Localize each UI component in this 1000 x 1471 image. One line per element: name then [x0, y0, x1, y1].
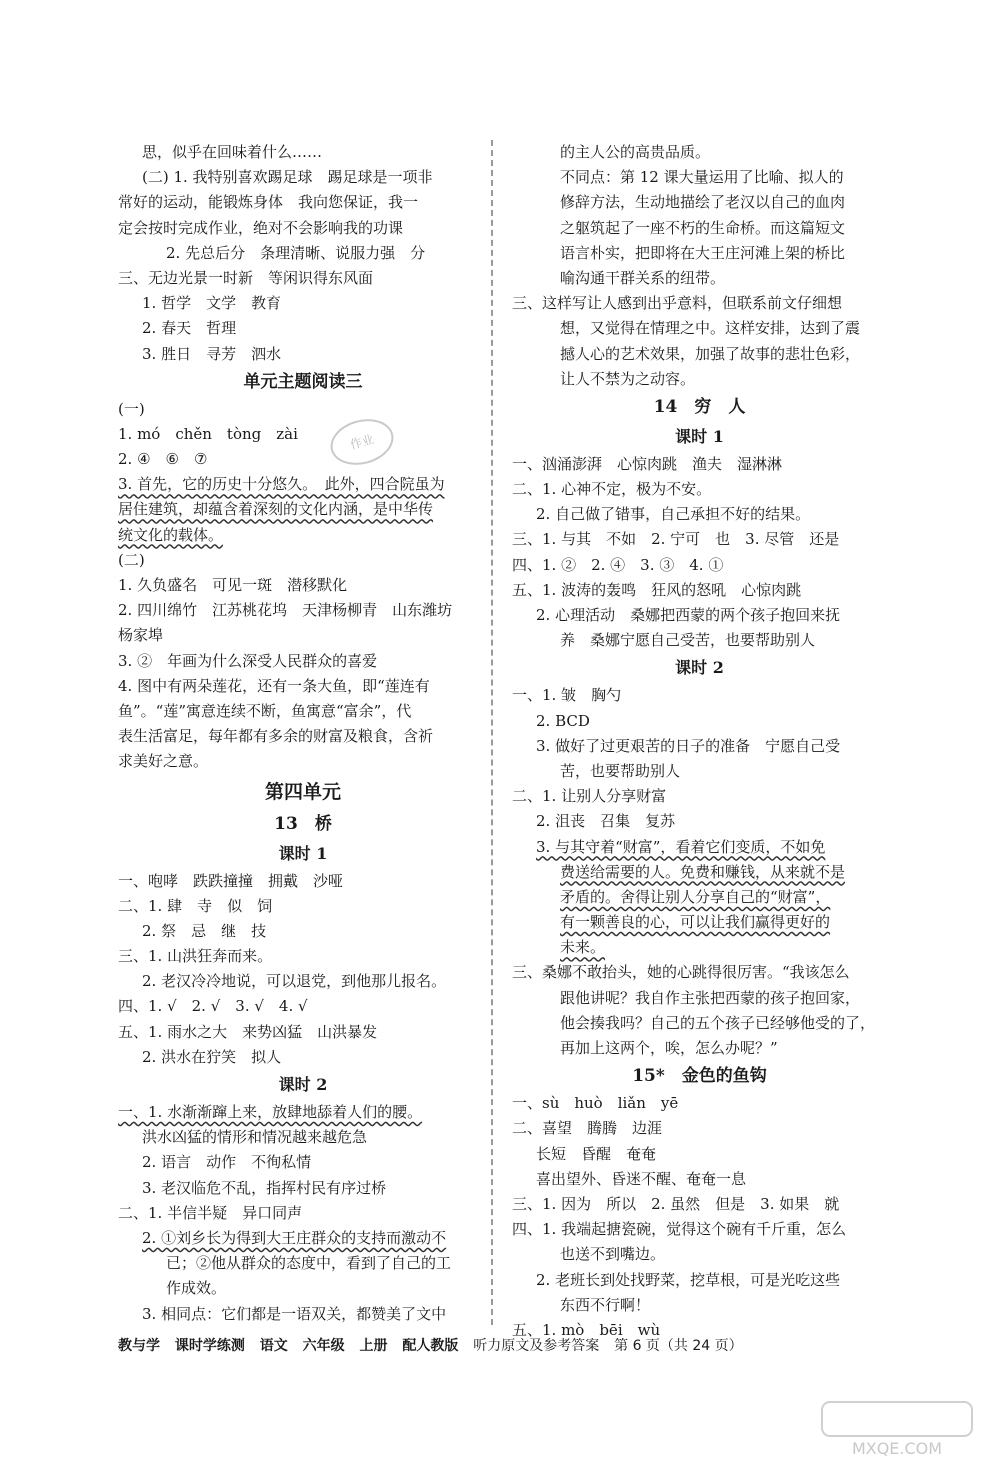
- answer-line: [118, 291, 488, 316]
- answer-text: (一): [118, 399, 145, 418]
- answer-line: [118, 944, 488, 969]
- answer-text: 3. 做好了过更艰苦的日子的准备 宁愿自己受: [536, 736, 841, 755]
- answer-text: 课时 1: [278, 843, 328, 863]
- answer-line: [118, 869, 488, 894]
- footer-volume: 上册: [359, 1338, 388, 1354]
- answer-text: 他会揍我吗？自己的五个孩子已经够他受的了，: [560, 1013, 876, 1032]
- answer-text: 2. 祭 忌 继 技: [142, 921, 267, 940]
- answer-line: [118, 969, 488, 994]
- answer-line: [118, 447, 488, 472]
- section-heading: [118, 809, 488, 839]
- answer-text: 喜出望外、昏迷不醒、奄奄一息: [536, 1169, 747, 1188]
- answer-text: 2. 先总后分 条理清晰、说服力强 分: [166, 243, 426, 262]
- answer-text: 一、咆哮 跌跌撞撞 拥戴 沙哑: [118, 871, 344, 890]
- answer-text: 一、sù huò liǎn yē: [512, 1094, 679, 1113]
- answer-text: 单元主题阅读三: [243, 371, 363, 392]
- answer-text: 3. 相同点：它们都是一语双关，都赞美了文中: [142, 1304, 447, 1323]
- answer-line: [118, 165, 488, 190]
- answer-text: 养 桑娜宁愿自己受苦，也要帮助别人: [560, 631, 816, 650]
- answer-text: 再加上这两个，唉，怎么办呢？”: [560, 1039, 778, 1057]
- answer-text: 长短 昏醒 奄奄: [536, 1144, 657, 1163]
- section-heading: [118, 367, 488, 397]
- answer-text: 课时 2: [675, 658, 724, 678]
- answer-text: 五、1. 雨水之大 来势凶猛 山洪暴发: [118, 1022, 378, 1041]
- answer-text: 二、1. 心神不定，极为不安。: [512, 480, 712, 499]
- section-heading: [512, 392, 887, 422]
- answer-line: [512, 1142, 887, 1167]
- answer-line: [512, 1036, 887, 1061]
- answer-line: [512, 367, 887, 392]
- answer-text: 的主人公的高贵品质。: [560, 143, 711, 161]
- answer-line: [118, 649, 488, 674]
- footer-section: 听力原文及参考答案: [473, 1338, 600, 1354]
- answer-text: 一、汹涌澎湃 心惊肉跳 渔夫 湿淋淋: [512, 454, 783, 473]
- answer-line: [118, 724, 488, 749]
- footer-page-number: 第 6 页（共 24 页）: [614, 1338, 743, 1354]
- watermark-logo: [820, 1400, 980, 1460]
- answer-line: [512, 683, 887, 708]
- answer-line: [512, 835, 887, 860]
- answer-line: [512, 759, 887, 784]
- answer-line: [118, 1020, 488, 1045]
- answer-text: 想，又觉得在情理之中。这样安排，达到了震: [560, 319, 861, 338]
- answer-line: [512, 216, 887, 241]
- answer-line: [118, 216, 488, 241]
- answer-text: 五、1. mò bēi wù: [512, 1320, 661, 1339]
- answer-text: 洪水凶猛的情形和情况越来越危急: [142, 1128, 368, 1147]
- answer-line: [512, 1268, 887, 1293]
- answer-line: [118, 1150, 488, 1175]
- answer-line: [118, 342, 488, 367]
- answer-line: [512, 502, 887, 527]
- answer-line: [118, 994, 488, 1019]
- answer-line: [512, 1011, 887, 1036]
- section-heading: [512, 653, 887, 683]
- answer-line: [512, 784, 887, 809]
- answer-text: 15* 金色的鱼钩: [632, 1066, 767, 1087]
- answer-line: [512, 986, 887, 1011]
- answer-line: [118, 266, 488, 291]
- answer-line: [118, 1100, 488, 1125]
- answer-line: [118, 699, 488, 724]
- answer-text: 三、桑娜不敢抬头，她的心跳得很厉害。“我该怎么: [512, 963, 850, 982]
- answer-line: [118, 190, 488, 215]
- answer-line: [512, 809, 887, 834]
- watermark-stamp: 作业: [325, 412, 398, 471]
- answer-line: [512, 266, 887, 291]
- answer-text: 统文化的载体。: [118, 525, 224, 544]
- answer-line: [118, 397, 488, 422]
- answer-text: 之躯筑起了一座不朽的生命桥。而这篇短文: [560, 218, 846, 237]
- answer-text: 3. 老汉临危不乱，指挥村民有序过桥: [142, 1178, 387, 1197]
- answer-line: [118, 1226, 488, 1251]
- answer-text: 1. 哲学 文学 教育: [142, 294, 282, 313]
- answer-text: 矛盾的。舍得让别人分享自己的“财富”，: [560, 887, 831, 906]
- answer-line: [512, 316, 887, 341]
- answer-line: [512, 960, 887, 985]
- answer-line: [118, 623, 488, 648]
- answer-line: [118, 919, 488, 944]
- answer-line: [512, 628, 887, 653]
- answer-text: 二、喜望 腾腾 边涯: [512, 1119, 663, 1138]
- footer-grade: 六年级: [302, 1338, 345, 1354]
- answer-text: 13 桥: [274, 813, 332, 834]
- answer-text: 第四单元: [264, 780, 341, 803]
- answer-text: 一、1. 皱 胸勺: [512, 686, 622, 705]
- answer-text: 撼人心的艺术效果，加强了故事的悲壮色彩，: [560, 344, 861, 363]
- answer-text: 2. 心理活动 桑娜把西蒙的两个孩子抱回来抚: [536, 606, 841, 624]
- answer-text: 定会按时完成作业，绝对不会影响我的功课: [118, 218, 404, 237]
- answer-text: 1. mó chěn tòng zài: [118, 424, 298, 443]
- answer-text: 居住建筑，却蕴含着深刻的文化内涵，是中华传: [118, 500, 434, 519]
- answer-line: [118, 749, 488, 774]
- answer-line: [512, 1293, 887, 1318]
- answer-text: 三、这样写让人感到出乎意料，但联系前文仔细想: [512, 294, 843, 313]
- answer-line: [512, 1217, 887, 1242]
- answer-text: 3. 首先，它的历史十分悠久。 此外，四合院虽为: [118, 475, 445, 494]
- answer-line: [512, 1192, 887, 1217]
- answer-text: 2. ①刘乡长为得到大王庄群众的支持而激动不: [142, 1228, 447, 1247]
- section-heading: [118, 775, 488, 809]
- footer-brand: 教与学: [118, 1338, 160, 1354]
- answer-text: 让人不禁为之动容。: [560, 369, 696, 388]
- answer-text: 作成效。: [166, 1279, 227, 1298]
- answer-line: [118, 1302, 488, 1327]
- answer-text: 2. BCD: [536, 711, 590, 730]
- answer-line: [512, 190, 887, 215]
- footer-subject: 语文: [259, 1338, 288, 1354]
- page-footer: [118, 1335, 888, 1355]
- answer-text: 课时 1: [675, 426, 724, 446]
- answer-text: 二、1. 让别人分享财富: [512, 787, 667, 806]
- answer-line: [512, 885, 887, 910]
- answer-text: 五、1. 波涛的轰鸣 狂风的怒吼 心惊肉跳: [512, 580, 802, 599]
- answer-text: (二) 1. 我特别喜欢踢足球 踢足球是一项非: [142, 168, 433, 187]
- answer-text: 三、1. 山洪狂奔而来。: [118, 947, 273, 966]
- answer-text: 三、1. 与其 不如 2. 宁可 也 3. 尽管 还是: [512, 530, 840, 549]
- answer-line: [118, 598, 488, 623]
- answer-line: [118, 523, 488, 548]
- answer-text: 四、1. 我端起搪瓷碗，觉得这个碗有千斤重，怎么: [512, 1220, 847, 1239]
- answer-line: [512, 709, 887, 734]
- answer-line: [512, 603, 887, 628]
- answer-text: 常好的运动，能锻炼身体 我向您保证，我一: [118, 193, 419, 212]
- answer-text: 杨家埠: [118, 626, 164, 645]
- answer-text: 2. 老班长到处找野菜，挖草根，可是光吃这些: [536, 1270, 841, 1289]
- answer-text: 三、无边光景一时新 等闲识得东风面: [118, 268, 374, 287]
- answer-line: [118, 497, 488, 522]
- answer-line: [512, 241, 887, 266]
- answer-text: 课时 2: [278, 1075, 328, 1094]
- answer-line: [118, 894, 488, 919]
- column-divider: [491, 140, 493, 1325]
- answer-line: [118, 1201, 488, 1226]
- answer-text: 2. ④ ⑥ ⑦: [118, 450, 208, 469]
- answer-line: [118, 241, 488, 266]
- answer-line: [118, 1045, 488, 1070]
- answer-line: [512, 527, 887, 552]
- watermark-text: MXQE.COM: [851, 1439, 943, 1458]
- section-heading: [118, 839, 488, 869]
- answer-text: 不同点：第 12 课大量运用了比喻、拟人的: [560, 168, 844, 187]
- answer-line: [118, 422, 488, 447]
- answer-line: [118, 573, 488, 598]
- watermark-logo-icon: [820, 1400, 980, 1460]
- answer-text: 思，似乎在回味着什么……: [142, 143, 323, 161]
- answer-text: 2. 四川绵竹 江苏桃花坞 天津杨柳青 山东潍坊: [118, 601, 453, 620]
- section-heading: [118, 1070, 488, 1100]
- answer-line: [118, 1276, 488, 1301]
- answer-text: 3. 与其守着“财富”，看着它们变质，不如免: [536, 837, 826, 856]
- answer-line: [118, 316, 488, 341]
- answer-text: 四、1. ② 2. ④ 3. ③ 4. ①: [512, 555, 724, 574]
- section-heading: [512, 1061, 887, 1091]
- answer-text: 东西不行啊！: [560, 1295, 651, 1314]
- answer-text: 有一颗善良的心，可以让我们赢得更好的: [560, 913, 831, 932]
- answer-line: [512, 452, 887, 477]
- answer-line: [118, 1251, 488, 1276]
- answer-text: 苦，也要帮助别人: [560, 761, 681, 780]
- answer-line: [512, 342, 887, 367]
- answer-line: [118, 1125, 488, 1150]
- answer-line: [512, 291, 887, 316]
- answer-line: [118, 140, 488, 165]
- left-column: [118, 140, 488, 1327]
- answer-text: 费送给需要的人。免费和赚钱，从来就不是: [560, 862, 846, 881]
- answer-line: [512, 578, 887, 603]
- answer-text: 四、1. √ 2. √ 3. √ 4. √: [118, 997, 308, 1016]
- answer-text: 语言朴实，把即将在大王庄河滩上架的桥比: [560, 243, 846, 262]
- answer-text: 喻沟通干群关系的纽带。: [560, 268, 726, 287]
- answer-line: [512, 935, 887, 960]
- footer-edition: 配人教版: [402, 1338, 459, 1354]
- right-column: [512, 140, 887, 1343]
- answer-line: [512, 477, 887, 502]
- answer-line: [118, 674, 488, 699]
- answer-line: [512, 734, 887, 759]
- answer-text: (二): [118, 550, 145, 569]
- answer-text: 二、1. 肆 寺 似 饲: [118, 896, 273, 915]
- answer-line: [512, 165, 887, 190]
- answer-text: 已；②他从群众的态度中，看到了自己的工: [166, 1254, 452, 1273]
- answer-text: 未来。: [560, 938, 606, 957]
- answer-text: 4. 图中有两朵莲花，还有一条大鱼，即“莲连有: [118, 676, 430, 695]
- answer-line: [512, 860, 887, 885]
- answer-text: 2. 语言 动作 不徇私情: [142, 1153, 312, 1172]
- answer-line: [118, 548, 488, 573]
- answer-line: [512, 1167, 887, 1192]
- answer-text: 2. 沮丧 召集 复苏: [536, 812, 676, 831]
- answer-text: 2. 洪水在狞笑 拟人: [142, 1047, 282, 1066]
- answer-line: [118, 472, 488, 497]
- answer-text: 表生活富足，每年都有多余的财富及粮食，含祈: [118, 727, 434, 746]
- footer-series: 课时学练测: [174, 1338, 245, 1354]
- answer-line: [118, 1176, 488, 1201]
- answer-text: 1. 久负盛名 可见一斑 潜移默化: [118, 576, 348, 594]
- section-heading: [512, 422, 887, 452]
- answer-text: 求美好之意。: [118, 752, 209, 771]
- answer-line: [512, 1116, 887, 1141]
- answer-text: 3. 胜日 寻芳 泗水: [142, 344, 282, 363]
- answer-text: 修辞方法，生动地描绘了老汉以自己的血肉: [560, 193, 846, 212]
- answer-text: 2. 自己做了错事，自己承担不好的结果。: [536, 505, 811, 524]
- answer-text: 一、1. 水渐渐蹿上来，放肆地舔着人们的腰。: [118, 1103, 423, 1121]
- answer-text: 14 穷 人: [653, 396, 746, 417]
- answer-text: 2. 春天 哲理: [142, 319, 237, 338]
- answer-line: [512, 140, 887, 165]
- answer-line: [512, 553, 887, 578]
- answer-text: 2. 老汉冷冷地说，可以退党，到他那儿报名。: [142, 972, 447, 991]
- answer-line: [512, 910, 887, 935]
- answer-line: [512, 1091, 887, 1116]
- answer-text: 三、1. 因为 所以 2. 虽然 但是 3. 如果 就: [512, 1194, 840, 1213]
- answer-text: 鱼”。“莲”寓意连续不断，鱼寓意“富余”，代: [118, 701, 412, 720]
- answer-text: 二、1. 半信半疑 异口同声: [118, 1203, 303, 1222]
- answer-text: 跟他讲呢？我自作主张把西蒙的孩子抱回家，: [560, 988, 861, 1007]
- answer-line: [512, 1242, 887, 1267]
- answer-text: 3. ② 年画为什么深受人民群众的喜爱: [118, 651, 378, 670]
- answer-text: 也送不到嘴边。: [560, 1245, 666, 1264]
